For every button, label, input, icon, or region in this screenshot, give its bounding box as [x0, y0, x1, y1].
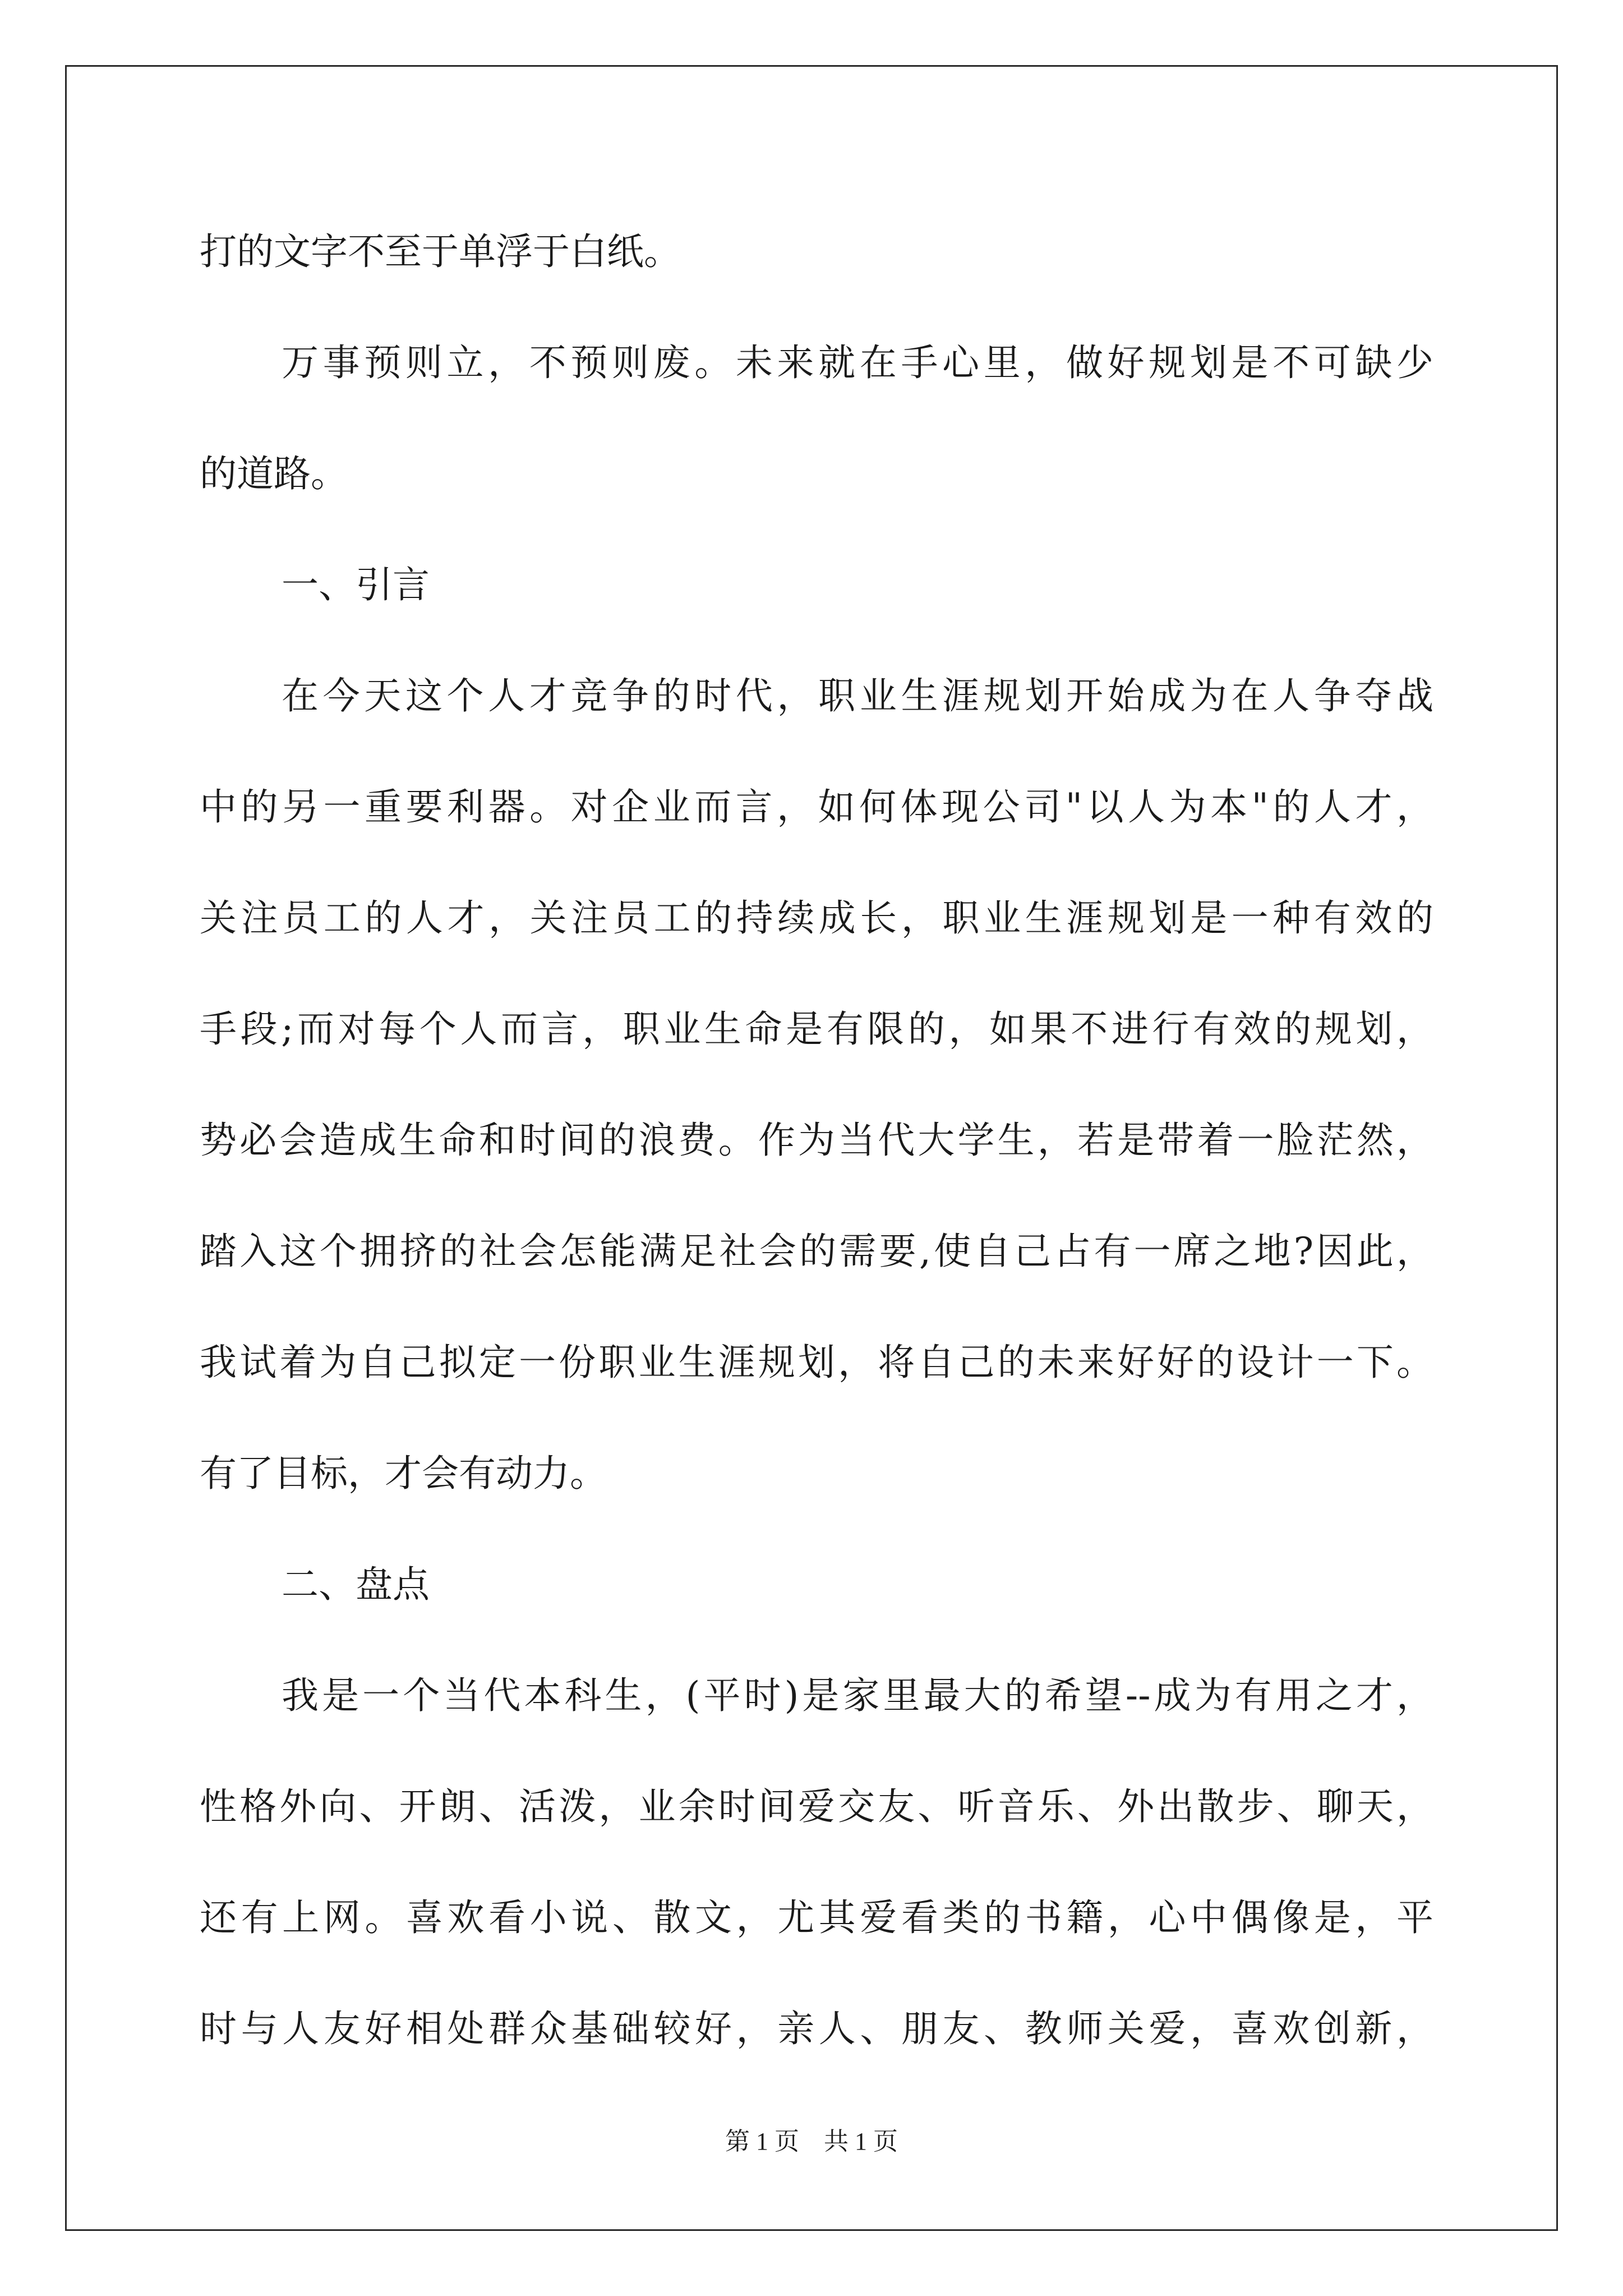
text-line: 打的文字不至于单浮于白纸。 [200, 230, 681, 273]
text-line: 手段;而对每个人而言，职业生命是有限的，如果不进行有效的规划， [200, 1007, 1433, 1051]
text-line: 在今天这个人才竞争的时代，职业生涯规划开始成为在人争夺战 [282, 674, 1433, 717]
text-line: 踏入这个拥挤的社会怎能满足社会的需要,使自己占有一席之地?因此， [200, 1230, 1433, 1273]
text-line: 二、盘点 [282, 1563, 430, 1606]
text-line: 性格外向、开朗、活泼，业余时间爱交友、听音乐、外出散步、聊天， [200, 1785, 1433, 1828]
text-line: 的道路。 [200, 452, 348, 495]
text-line: 我是一个当代本科生，(平时)是家里最大的希望--成为有用之才， [282, 1674, 1433, 1717]
text-line: 中的另一重要利器。对企业而言，如何体现公司"以人为本"的人才， [200, 785, 1433, 829]
text-line: 万事预则立，不预则废。未来就在手心里，做好规划是不可缺少 [282, 341, 1433, 384]
text-line: 一、引言 [282, 563, 430, 606]
document-body [200, 196, 1433, 2085]
text-line: 还有上网。喜欢看小说、散文，尤其爱看类的书籍，心中偶像是，平 [200, 1896, 1433, 1939]
text-line: 时与人友好相处群众基础较好，亲人、朋友、教师关爱，喜欢创新， [200, 2007, 1433, 2050]
text-line: 我试着为自己拟定一份职业生涯规划，将自己的未来好好的设计一下。 [200, 1341, 1433, 1384]
text-line: 关注员工的人才，关注员工的持续成长，职业生涯规划是一种有效的 [200, 896, 1433, 940]
text-line: 势必会造成生命和时间的浪费。作为当代大学生，若是带着一脸茫然， [200, 1119, 1433, 1162]
page-footer [0, 2125, 1623, 2159]
text-line: 有了目标，才会有动力。 [200, 1452, 607, 1495]
page-number-label: 第 1 页 共 1 页 [725, 2128, 898, 2155]
